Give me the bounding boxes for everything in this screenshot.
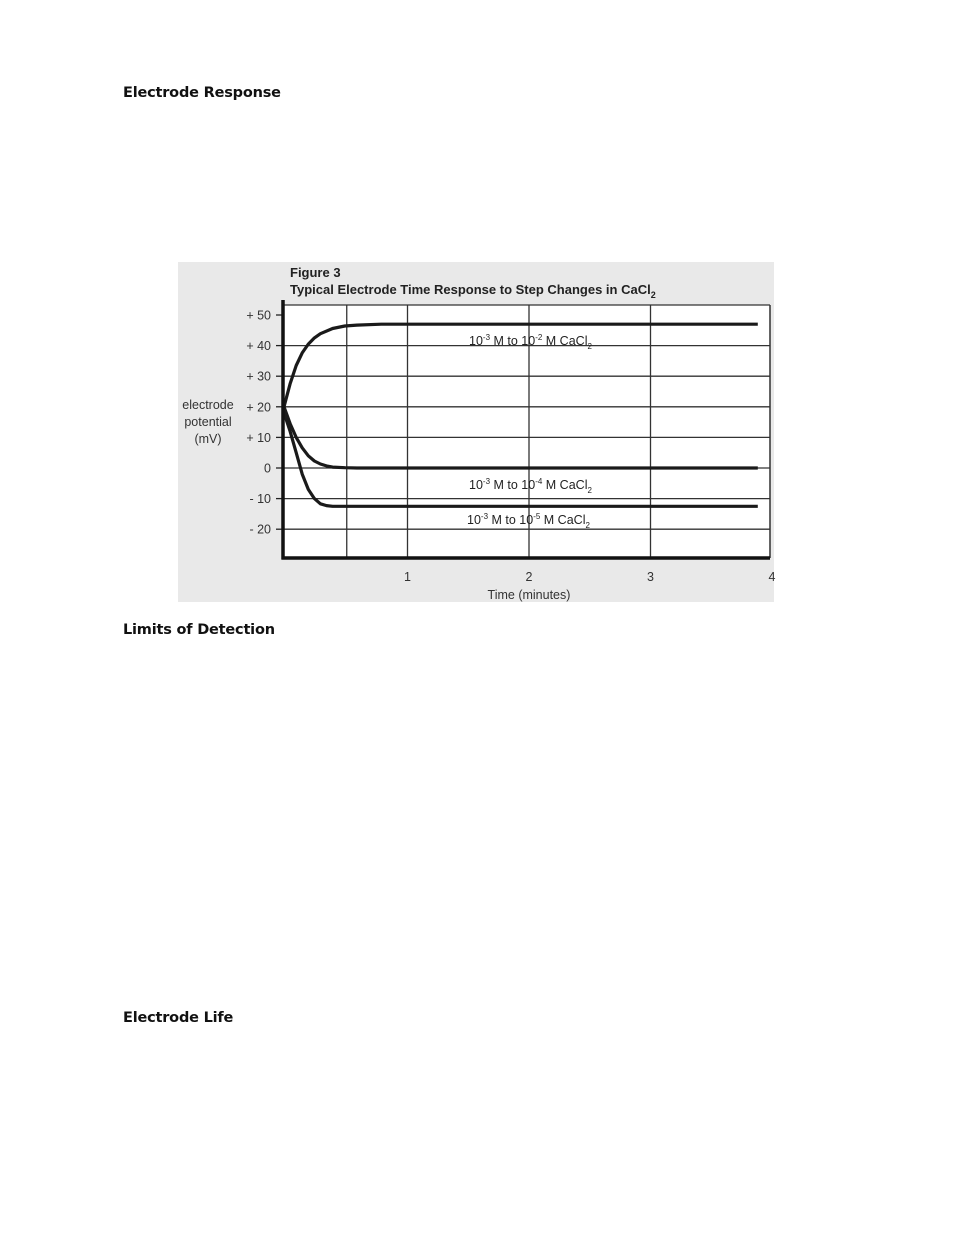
figure-label: Figure 3 [290, 265, 341, 280]
y-tick-label-2: + 30 [246, 369, 271, 384]
series-label-1: $10^{-3}$ M to $10^{-4}$ M CaCl$_2$ [469, 477, 592, 495]
series-label-0: $10^{-3}$ M to $10^{-2}$ M CaCl$_2$ [469, 333, 592, 351]
figure-caption: Typical Electrode Time Response to Step Changes in CaCl$_2$ [290, 282, 656, 300]
y-axis-label-line-0: electrode [182, 398, 234, 412]
y-tick-label-7: - 20 [249, 522, 271, 537]
y-tick-label-0: + 50 [246, 308, 271, 323]
series-label-2: $10^{-3}$ M to $10^{-5}$ M CaCl$_2$ [467, 512, 590, 530]
y-tick-label-6: - 10 [249, 492, 271, 507]
figure-3 [178, 262, 774, 602]
response-chart [178, 262, 774, 602]
x-axis-label: Time (minutes) [487, 588, 571, 602]
y-tick-label-4: + 10 [246, 430, 271, 445]
x-tick-label-0: 1 [404, 570, 411, 584]
section-heading-limits-of-detection: Limits of Detection [123, 622, 275, 638]
x-tick-label-2: 3 [647, 570, 654, 584]
section-heading-electrode-response: Electrode Response [123, 85, 281, 101]
y-tick-label-5: 0 [264, 461, 271, 476]
x-tick-label-1: 2 [525, 570, 533, 584]
y-axis-label-line-2: (mV) [194, 432, 222, 446]
y-tick-label-1: + 40 [246, 339, 271, 354]
x-tick-label-3: 4 [768, 570, 776, 584]
section-heading-electrode-life: Electrode Life [123, 1010, 234, 1026]
y-tick-label-3: + 20 [246, 400, 271, 415]
y-axis-label-line-1: potential [184, 415, 232, 429]
